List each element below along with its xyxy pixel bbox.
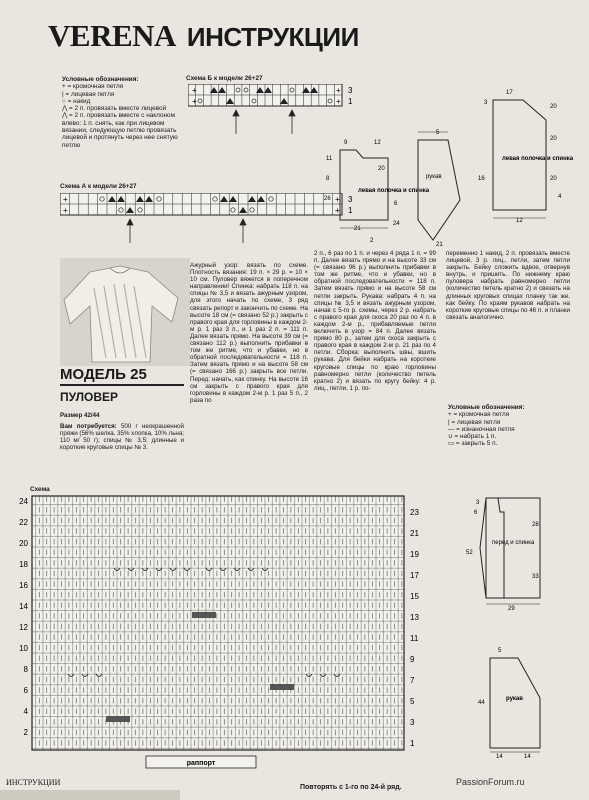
dim-label: 28 [532,522,539,528]
row-number: 13 [410,613,419,622]
legend-item: + = кромочная петля [62,83,124,91]
dim-label: 6 [394,201,398,207]
row-number: 3 [410,718,415,727]
dim-label: 20 [550,104,557,110]
legend-item: ⋀ = 2 п. провязать вместе лицевой [62,105,167,113]
row-number: 10 [19,644,28,653]
row-number: 17 [410,571,419,580]
row-number: 11 [410,634,419,643]
dim-label: 21 [436,242,443,248]
model-heading: МОДЕЛЬ 25 [60,366,147,383]
needs-label: Вам потребуется: [60,423,117,431]
row-label: 3 [348,86,353,95]
row-number: 23 [410,508,419,517]
svg-text:+: + [335,195,340,204]
dim-label: 29 [508,606,515,612]
row-number: 18 [19,560,28,569]
dim-label: 12 [516,218,523,224]
piece-label: левая полочка и спинка [358,188,430,194]
legend-item: ▭ = закрыть 5 п. [448,440,498,448]
repeat-label: раппорт [186,760,216,767]
legend-item: — = изнаночная петля [448,425,515,433]
dim-label: 12 [374,140,381,146]
piece-label: левая полочка и спинка [502,156,574,162]
row-label: 1 [348,206,353,215]
legend-item: | = лицевая петля [62,90,115,98]
size-text: Размер 42/44 [60,412,100,419]
chart-label: Схема [30,486,50,493]
piece-label: рукав [426,174,442,180]
dim-label: 26 [324,196,331,202]
dim-label: 33 [532,574,539,580]
footer-band [0,790,180,800]
text-column-1 [60,412,184,451]
pattern-drawing-bottom [440,478,589,760]
divider [60,384,184,386]
legend-title: Условные обозначения: [448,404,525,411]
dim-label: 20 [378,166,385,172]
svg-text:+: + [192,86,197,95]
dim-label: 8 [326,176,330,182]
legend-item: ○ = накид [62,97,91,105]
dim-label: 9 [344,140,348,146]
dim-label: 24 [393,221,400,227]
row-number: 5 [410,697,415,706]
dim-label: 17 [506,90,513,96]
row-label: 1 [348,97,353,106]
scheme-a-label: Схема А к модели 26+27 [60,183,137,190]
legend-title: Условные обозначения: [62,76,139,83]
legend-bottom [448,404,576,448]
watermark: PassionForum.ru [456,777,525,787]
row-number: 4 [23,707,28,716]
pattern-drawing-top [318,80,589,250]
legend-item: ∪ = набрать 1 п. [448,433,497,441]
dim-label: 3 [476,500,480,506]
row-number: 22 [19,518,28,527]
dim-label: 20 [550,176,557,182]
legend-item: ⋀ = 2 п. провязать вместе с наклоном влево: 1 п. снять, как при лицевом вязании, следующую петлю провязать лицевой и протянуть через нее снятую петлю [62,112,178,149]
knitting-chart [6,494,436,784]
text-column-3: 2 п., 6 раз по 1 п. и через 4 ряда 1 п. = 99 п. Далее вязать прямо и на высоте 33 см (= связано 96 р.) выполнить прибавки в том же ритме, что и убавки, но в обратной последовательности = 118 п. Затем вязать прямо и на высоте 58 см петли закрыть. Рукава: набрать 4 п. на спицы № 3,5 и вязать ажурным узором, начав с 5-го р. схемы, через 2 р. набрать с правого края для скоса 20 раз по 4 п. в каждом 2-м р., прибавляемые петли включить в узор = 84 п. Далее вязать прямо 80 р., затем для скоса закрыть с правого края в каждом 2-м р. 21 раз по 4 петли. Сборка: выполнить швы, вшить рукава. Для бейки набрать на короткие круговые спицы по краю горловины равномерно петли (количество петель кратно 2) и вязать по кругу бейку: 4 р. лиц., петли, 1 р. по- [314,250,436,392]
dim-label: 4 [558,194,562,200]
row-number: 7 [410,676,415,685]
svg-text:+: + [335,206,340,215]
row-number: 1 [410,739,415,748]
section-title: ИНСТРУКЦИИ [186,22,359,52]
row-number: 16 [19,581,28,590]
svg-text:+: + [63,195,68,204]
piece-label: перед и спинка [492,540,535,546]
text-column-2: Ажурный узор: вязать по схеме. Плотность вязания: 19 п. × 29 р. = 10 × 10 см. Пуловер вяжется в поперечном направлении! Спинка: набрать 118 п. на спицы № 3,5 и вязать ажурным узором, для этого начать по схеме, 3 ряд связать репорт и закончить по схеме. На высоте 18 см (= связано 52 р.) закрыть с правого края для горловины в каждом 2-м р. 1 раз 3 п., и 1 раз 2 п. = 111 п. Далее вязать прямо. На высоте 39 см (= связано 112 р.) выполнить прибавки в том же ритме, что и убавки, но в обратной последовательности = 118 п. Затем вязать прямо и на высоте 58 см (= связано 166 р.) закрыть все петли. Перед: начать, как спинку. На высоте 16 см закрыть с правого края для горловины в каждом 2-м р. 1 раз 5 п., 2 раза по [190,262,308,404]
dim-label: 5 [436,130,440,136]
page-title [48,18,359,54]
row-label: 3 [348,195,353,204]
dim-label: 14 [524,754,531,760]
dim-label: 44 [478,700,485,706]
svg-text:+: + [63,206,68,215]
text-column-4: переменно 1 накид, 2 п. провязать вместе лицевой, 3 р. лиц., петли, затем петли закрыть. Бейку сложить вдвое, отвернув внутрь, и пришить. По нижнему краю пуловера набрать равномерно петли (количество петель кратно 2) и связать на длинных круговых спицах планку так же, как бейку. По краям рукавов набрать на короткие круговые спицы по 46 п. и планки связать аналогично. [446,250,570,321]
scheme-b-label: Схема Б к модели 26+27 [186,75,263,82]
scheme-a-chart [60,193,360,245]
dim-label: 6 [474,510,478,516]
dim-label: 11 [326,156,333,162]
dim-label: 52 [466,550,473,556]
svg-text:+: + [336,97,341,106]
legend-item: + = кромочная петля [448,411,510,419]
sweater-illustration [60,258,190,366]
row-number: 15 [410,592,419,601]
row-number: 19 [410,550,419,559]
brand-name: VERENA [48,18,176,53]
row-number: 6 [23,686,28,695]
row-number: 24 [19,497,28,506]
dim-label: 5 [498,648,502,654]
model-name: ПУЛОВЕР [60,390,119,404]
row-number: 20 [19,539,28,548]
row-number: 21 [410,529,419,538]
row-number: 12 [19,623,28,632]
needs-text: 500 г неокрашенной пряжи (56% шелка, 35% хлопка, 10% льна; 110 м/ 50 г); спицы № 3,5; длинные и короткие круговые спицы № 3. [60,423,184,452]
row-number: 2 [23,728,28,737]
dim-label: 3 [484,100,488,106]
svg-text:+: + [192,97,197,106]
dim-label: 2 [370,238,374,244]
dim-label: 21 [354,226,361,232]
dim-label: 16 [478,176,485,182]
chart-footnote: Повторять с 1-го по 24-й ряд. [300,784,402,791]
footer-source: ИНСТРУКЦИИ [6,778,61,787]
dim-label: 20 [550,136,557,142]
legend-top [62,76,184,149]
dim-label: 14 [496,754,503,760]
row-number: 9 [410,655,415,664]
svg-text:+: + [336,86,341,95]
legend-item: | = лицевая петля [448,418,501,426]
piece-label: рукав [506,696,523,702]
row-number: 8 [23,665,28,674]
row-number: 14 [19,602,28,611]
